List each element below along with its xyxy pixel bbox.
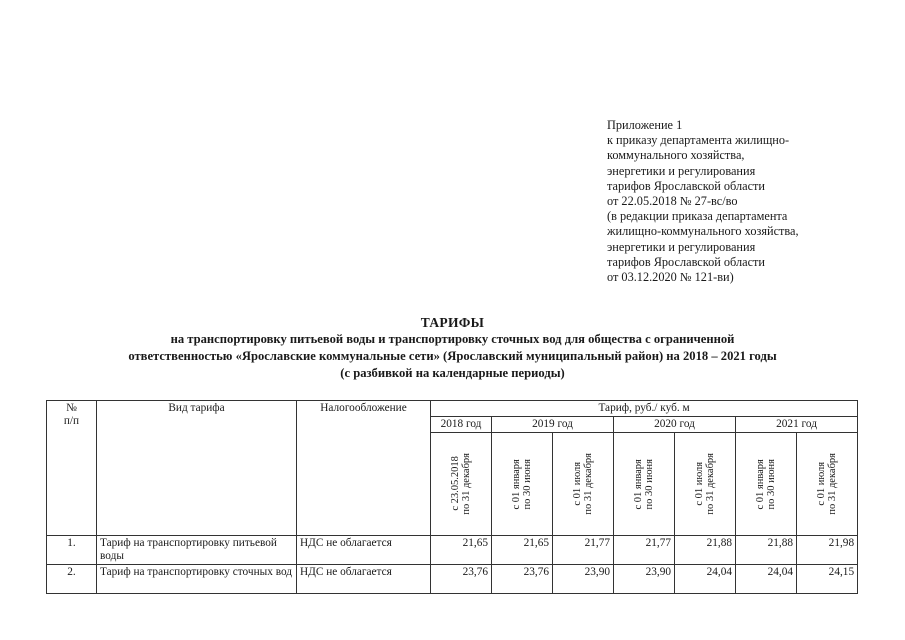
tariff-value: 21,77 [614,536,675,565]
header-period [675,433,736,536]
header-period [797,433,858,536]
tariff-value: 21,88 [736,536,797,565]
tariff-value: 24,15 [797,565,858,594]
appendix-line: (в редакции приказа департамента [607,209,788,224]
header-tariff-type: Вид тарифа [97,401,297,536]
period-label: с 23.05.2018 по 31 декабря [450,453,472,515]
appendix-line: тарифов Ярославской области [607,254,766,269]
row-num: 1. [47,536,97,565]
title-line: ответственностью «Ярославские коммунальные сети» (Ярославский муниципальный район) на 2018 – 2021 годы [128,349,777,363]
tariff-value: 21,88 [675,536,736,565]
appendix-line: энергетики и регулирования [607,163,756,178]
period-label: с 01 июля по 31 декабря [816,453,839,515]
header-year-2020: 2020 год [614,417,736,433]
header-year-2021: 2021 год [736,417,858,433]
row-tariff-name: Тариф на транспортировку сточных вод [97,565,297,594]
main-title: ТАРИФЫ [420,315,485,330]
header-period [492,433,553,536]
table-row [47,565,858,594]
tariff-value: 21,98 [797,536,858,565]
row-num: 2. [47,565,97,594]
tariff-value: 23,76 [492,565,553,594]
header-year-2018: 2018 год [431,417,492,433]
period-label: с 01 января по 30 июня [511,458,533,510]
appendix-line: жилищно-коммунального хозяйства, [607,224,799,239]
tariff-table [46,400,858,594]
period-label: с 01 июля по 31 декабря [694,453,716,515]
tariff-value: 21,65 [431,536,492,565]
header-period [431,433,492,536]
appendix-line: коммунального хозяйства, [607,148,745,163]
tariff-value: 21,77 [553,536,614,565]
appendix-line: тарифов Ярославской области [607,178,766,193]
header-period [736,433,797,536]
row-taxation: НДС не облагается [297,536,431,565]
appendix-line: Приложение 1 [607,118,683,132]
header-year-2019: 2019 год [492,417,614,433]
tariff-value: 23,76 [431,565,492,594]
header-period [553,433,614,536]
row-tariff-name: Тариф на транспортировку питьевой воды [97,536,297,565]
tariff-value: 21,65 [492,536,553,565]
header-tariff: Тариф, руб./ куб. м [431,401,858,417]
appendix-line: энергетики и регулирования [607,239,756,254]
appendix-line: от 03.12.2020 № 121-ви) [607,270,734,285]
period-label: с 01 января по 30 июня [633,458,655,510]
row-taxation: НДС не облагается [297,565,431,594]
tariff-value: 23,90 [614,565,675,594]
header-period [614,433,675,536]
tariff-value: 24,04 [736,565,797,594]
period-label: с 01 января по 30 июня [755,458,777,510]
title-line: (с разбивкой на календарные периоды) [340,366,565,380]
tariff-value: 24,04 [675,565,736,594]
table-row [47,536,858,565]
appendix-block [607,118,897,285]
appendix-line: к приказу департамента жилищно- [607,133,790,148]
appendix-line: от 22.05.2018 № 27-вс/во [607,194,738,209]
header-taxation: Налогообложение [297,401,431,536]
header-row [47,401,858,417]
header-num: № п/п [47,401,97,536]
period-label: с 01 июля по 31 декабря [572,453,594,515]
document-title [0,314,905,382]
title-line: на транспортировку питьевой воды и транспортировку сточных вод для общества с ограниченной [170,332,735,346]
tariff-value: 23,90 [553,565,614,594]
